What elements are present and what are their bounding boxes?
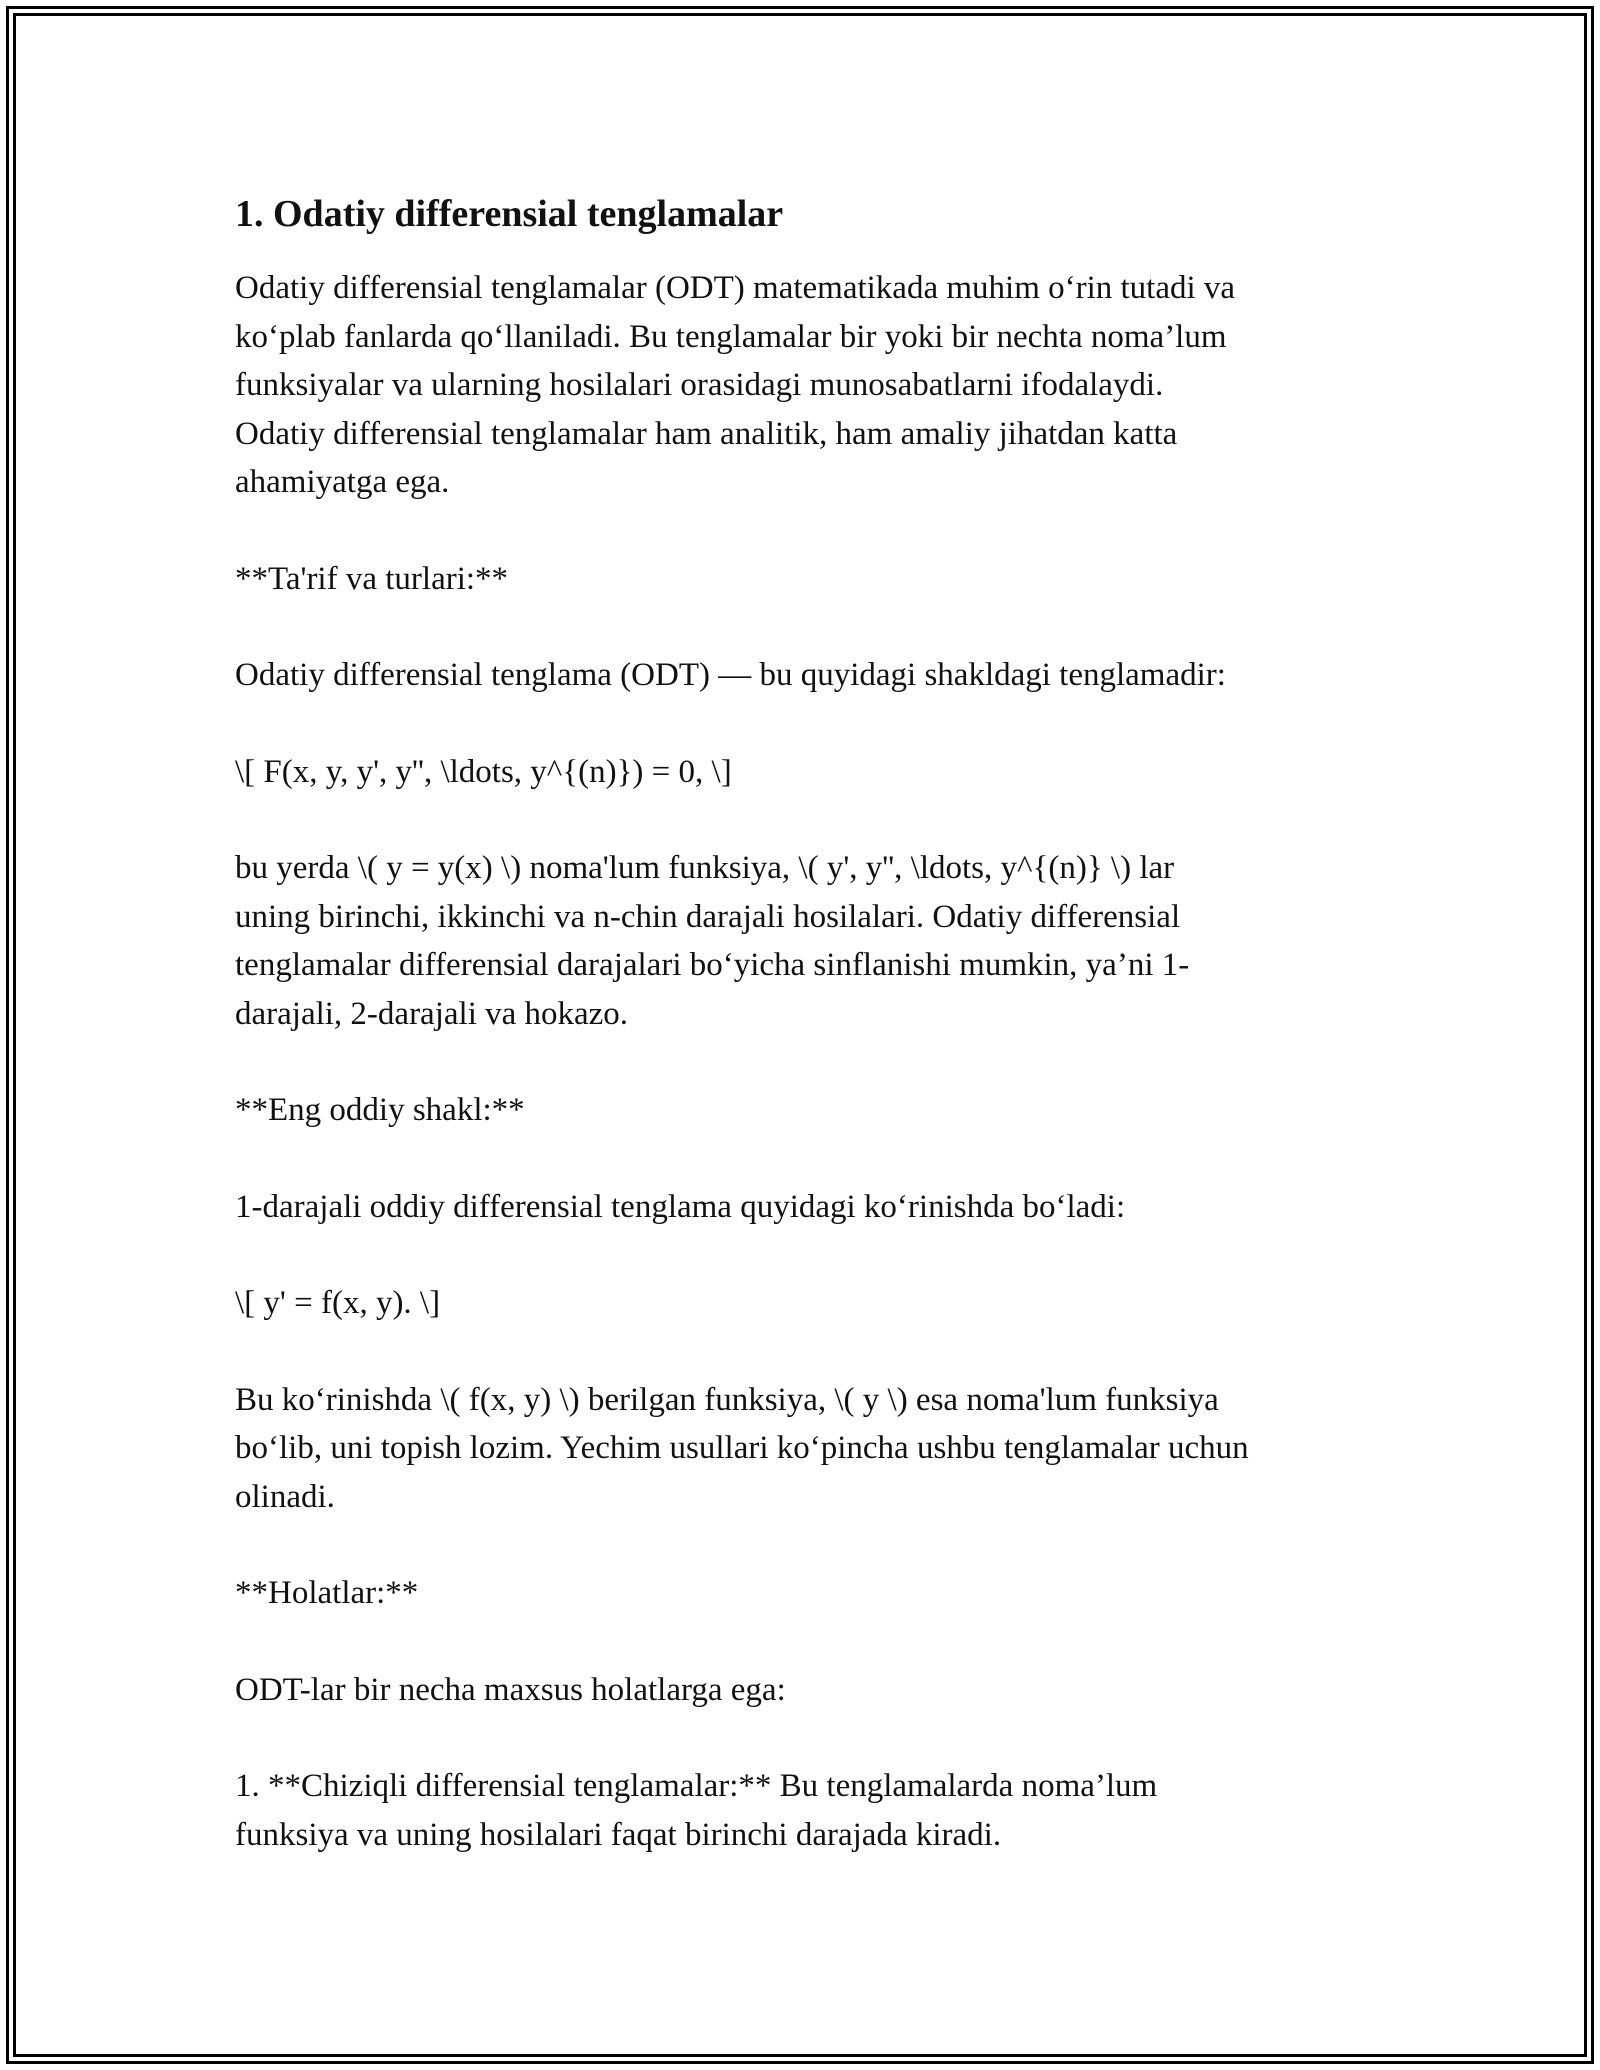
text-line: funksiya va uning hosilalari faqat birinchi darajada kiradi. [235, 1816, 1002, 1853]
subheading-cases [235, 1569, 1375, 1618]
document-body [235, 190, 1375, 1907]
text-line: uning birinchi, ikkinchi va n-chin darajali hosilalari. Odatiy differensial [235, 898, 1181, 935]
text-line: olinadi. [235, 1478, 335, 1515]
text-line: \[ y' = f(x, y). \] [235, 1285, 441, 1321]
text-line: bu yerda \( y = y(x) \) noma'lum funksiya, \( y', y'', \ldots, y^{(n)} \) lar [235, 850, 1175, 886]
text-line: ko‘plab fanlarda qo‘llaniladi. Bu tenglamalar bir yoki bir nechta noma’lum [235, 318, 1227, 355]
subheading-simple-form [235, 1086, 1375, 1135]
paragraph-cases-intro [235, 1666, 1375, 1715]
text-line: **Holatlar:** [235, 1575, 419, 1611]
text-line: tenglamalar differensial darajalari bo‘yicha sinflanishi mumkin, ya’ni 1- [235, 947, 1190, 983]
text-line: ODT-lar bir necha maxsus holatlarga ega: [235, 1671, 786, 1708]
text-line: Odatiy differensial tenglamalar ham analitik, ham amaliy jihatdan katta [235, 415, 1178, 452]
section-heading: 1. Odatiy differensial tenglamalar [235, 193, 784, 235]
text-line: Bu ko‘rinishda \( f(x, y) \) berilgan funksiya, \( y \) esa noma'lum funksiya [235, 1381, 1219, 1418]
text-line: Odatiy differensial tenglama (ODT) — bu quyidagi shakldagi tenglamadir: [235, 657, 1226, 693]
text-line: **Ta'rif va turlari:** [235, 560, 509, 597]
text-line: bo‘lib, uni topish lozim. Yechim usullari ko‘pincha ushbu tenglamalar uchun [235, 1430, 1249, 1466]
paragraph-first-order [235, 1183, 1375, 1232]
paragraph-definition [235, 651, 1375, 700]
text-line: **Eng oddiy shakl:** [235, 1092, 525, 1128]
text-line: \[ F(x, y, y', y'', \ldots, y^{(n)}) = 0, \] [235, 753, 732, 790]
formula-general [235, 748, 1375, 797]
paragraph-intro [235, 264, 1375, 507]
paragraph-solution [235, 1376, 1375, 1522]
text-line: 1. **Chiziqli differensial tenglamalar:** Bu tenglamalarda noma’lum [235, 1768, 1158, 1804]
paragraph-explanation [235, 844, 1375, 1038]
text-line: darajali, 2-darajali va hokazo. [235, 995, 629, 1032]
text-line: ahamiyatga ega. [235, 464, 450, 500]
subheading-tarif [235, 555, 1375, 604]
formula-first-order [235, 1279, 1375, 1328]
list-item-linear [235, 1762, 1375, 1859]
text-line: 1-darajali oddiy differensial tenglama quyidagi ko‘rinishda bo‘ladi: [235, 1188, 1126, 1225]
text-line: Odatiy differensial tenglamalar (ODT) matematikada muhim o‘rin tutadi va [235, 270, 1236, 306]
text-line: funksiyalar va ularning hosilalari orasidagi munosabatlarni ifodalaydi. [235, 367, 1164, 403]
